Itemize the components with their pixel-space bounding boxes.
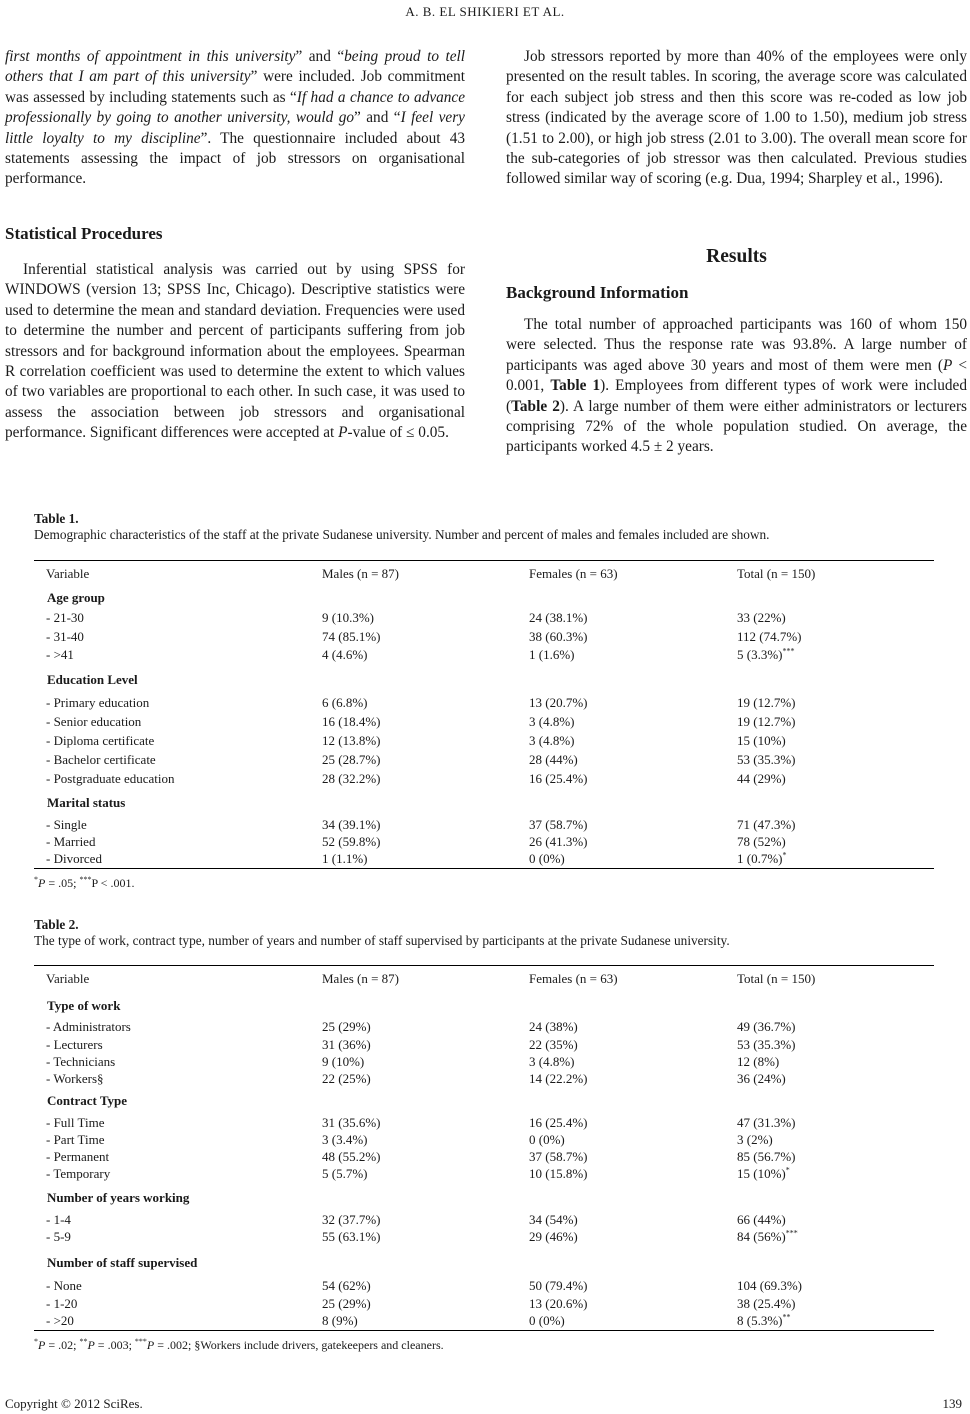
table-header-cell: Variable	[46, 971, 90, 986]
table-header-cell: Females (n = 63)	[529, 566, 618, 581]
table-cell: 10 (15.8%)	[529, 1166, 588, 1181]
table2-top-rule	[34, 965, 934, 966]
table-cell: 49 (36.7%)	[737, 1019, 796, 1034]
table-cell: 34 (39.1%)	[322, 817, 381, 832]
table-cell: - None	[46, 1278, 82, 1293]
table-cell: 12 (13.8%)	[322, 733, 381, 748]
table1-title: Table 1.	[34, 511, 79, 526]
table-cell: 8 (9%)	[322, 1313, 358, 1328]
running-header: A. B. EL SHIKIERI ET AL.	[405, 4, 565, 19]
table-cell: 24 (38%)	[529, 1019, 578, 1034]
table-header-cell: Total (n = 150)	[737, 566, 816, 581]
table-cell: - Married	[46, 834, 96, 849]
table2-bottom-rule	[34, 1330, 934, 1331]
table-cell: 66 (44%)	[737, 1212, 786, 1227]
background-information-heading: Background Information	[506, 283, 689, 302]
table1-top-rule	[34, 560, 934, 561]
table-cell: 1 (1.6%)	[529, 647, 575, 662]
table-cell: 8 (5.3%)**	[737, 1312, 791, 1328]
table1-caption	[34, 511, 934, 543]
table-cell: 32 (37.7%)	[322, 1212, 381, 1227]
table2-title: Table 2.	[34, 917, 79, 932]
table-cell: 16 (18.4%)	[322, 714, 381, 729]
table1-description: Demographic characteristics of the staff at the private Sudanese university. Number and percent of males and females included are shown.	[34, 527, 770, 542]
table-cell: - Primary education	[46, 695, 150, 710]
table-cell: 9 (10.3%)	[322, 610, 374, 625]
table-cell: - Bachelor certificate	[46, 752, 156, 767]
table-cell: 54 (62%)	[322, 1278, 371, 1293]
table-cell: 31 (35.6%)	[322, 1115, 381, 1130]
table-cell: 38 (60.3%)	[529, 629, 588, 644]
table-cell: 74 (85.1%)	[322, 629, 381, 644]
table-cell: - 1-20	[46, 1296, 78, 1311]
table-cell: 3 (2%)	[737, 1132, 773, 1147]
table-cell: 24 (38.1%)	[529, 610, 588, 625]
table-header-cell: Variable	[46, 566, 90, 581]
table-cell: 28 (44%)	[529, 752, 578, 767]
table-cell: 16 (25.4%)	[529, 1115, 588, 1130]
table-cell: - 1-4	[46, 1212, 71, 1227]
table-cell: - Workers§	[46, 1071, 104, 1086]
table-cell: - Part Time	[46, 1132, 105, 1147]
table-cell: 78 (52%)	[737, 834, 786, 849]
table-cell: 28 (32.2%)	[322, 771, 381, 786]
table-cell: 50 (79.4%)	[529, 1278, 588, 1293]
statistical-procedures-paragraph: Inferential statistical analysis was carried out by using SPSS for WINDOWS (version 13; SPSS Inc, Chicago). Descriptive statistics were used to determine the mean and standard deviation. Frequencies were used to determine the number and percent of participants suffering from job stressors and for background information about the employees. Spearman R correlation coefficient was used to determine the extent to which values of two variables are proportional to each other. In such case, it was used to assess the association between job stressors and organisational performance. Significant differences were accepted at P-value of ≤ 0.05.	[5, 261, 465, 442]
table-cell: 53 (35.3%)	[737, 752, 796, 767]
table-header-cell: Males (n = 87)	[322, 566, 400, 581]
background-information-paragraph: The total number of approached participants was 160 of whom 150 were selected. Thus the response rate was 93.8%. A large number of participants was aged above 30 years and most of them were men (P < 0.001, Table 1). Employees from different types of work were included (Table 2). A large number of them were either administrators or lecturers comprising 72% of the whole population studied. On average, the participants worked 4.5 ± 2 years.	[506, 316, 967, 456]
table-cell: 3 (4.8%)	[529, 733, 575, 748]
table-cell: - Single	[46, 817, 87, 832]
table-cell: 48 (55.2%)	[322, 1149, 381, 1164]
left-paragraph-continuation: first months of appointment in this university” and “being proud to tell others that I am part of this university” were included. Job commitment was assessed by including statements such as “If had a chance to advance professionally by going to another university, would go” and “I feel very little loyalty to my discipline”. The questionnaire included about 43 statements assessing the impact of job stressors on organisational performance.	[5, 48, 466, 188]
table-cell: 37 (58.7%)	[529, 817, 588, 832]
table1-footnote: *P = .05; ***P < .001.	[34, 875, 135, 890]
table1-bottom-rule	[34, 868, 934, 869]
table2-description: The type of work, contract type, number of years and number of staff supervised by participants at the private Sudanese university.	[34, 933, 730, 948]
table-cell: 53 (35.3%)	[737, 1037, 796, 1052]
table-cell: - Senior education	[46, 714, 142, 729]
table-cell: 112 (74.7%)	[737, 629, 802, 644]
table-cell: 9 (10%)	[322, 1054, 365, 1069]
table-cell: 29 (46%)	[529, 1229, 578, 1244]
table-cell: - 5-9	[46, 1229, 71, 1244]
table2-footnote: *P = .02; **P = .003; ***P = .002; §Workers include drivers, gatekeepers and cleaners.	[34, 1337, 444, 1352]
results-heading: Results	[706, 246, 767, 267]
table-cell: - Divorced	[46, 851, 102, 866]
table-cell: 5 (5.7%)	[322, 1166, 368, 1181]
table-cell: 0 (0%)	[529, 1313, 565, 1328]
table-cell: 1 (0.7%)*	[737, 850, 787, 866]
table-cell: 22 (35%)	[529, 1037, 578, 1052]
table2-caption	[34, 917, 934, 949]
table-cell: 15 (10%)	[737, 733, 786, 748]
table-cell: 38 (25.4%)	[737, 1296, 796, 1311]
table-section-label: Age group	[47, 590, 105, 605]
table-cell: 14 (22.2%)	[529, 1071, 588, 1086]
table-cell: 34 (54%)	[529, 1212, 578, 1227]
table-cell: 19 (12.7%)	[737, 695, 796, 710]
table-cell: - Technicians	[46, 1054, 116, 1069]
right-column-paragraph: Job stressors reported by more than 40% of the employees were only presented on the result tables. In scoring, the average score was calculated for each subject job stress and then this score was re-coded as low job stress (indicated by the average score of 1.00 to 1.50), medium job stress (1.51 to 2.00), or high job stress (2.01 to 3.00). The overall mean score for the sub-categories of job stressor was then calculated. Previous studies followed similar way of scoring (e.g. Dua, 1994; Sharpley et al., 1996).	[506, 48, 967, 188]
section-heading-statistical-procedures: Statistical Procedures	[5, 224, 163, 243]
table-cell: 0 (0%)	[529, 1132, 565, 1147]
table-cell: 44 (29%)	[737, 771, 786, 786]
table-cell: 16 (25.4%)	[529, 771, 588, 786]
table-section-label: Marital status	[47, 795, 126, 810]
table-cell: - >41	[46, 647, 74, 662]
table-cell: 31 (36%)	[322, 1037, 371, 1052]
table-cell: 6 (6.8%)	[322, 695, 368, 710]
table-cell: 22 (25%)	[322, 1071, 371, 1086]
table-cell: 13 (20.6%)	[529, 1296, 588, 1311]
table-section-label: Contract Type	[47, 1093, 128, 1108]
table-cell: - Permanent	[46, 1149, 110, 1164]
table-cell: 84 (56%)***	[737, 1228, 798, 1244]
table-header-cell: Total (n = 150)	[737, 971, 816, 986]
table-cell: 55 (63.1%)	[322, 1229, 381, 1244]
table-cell: 15 (10%)*	[737, 1165, 790, 1181]
table-cell: - 31-40	[46, 629, 84, 644]
table-cell: 25 (28.7%)	[322, 752, 381, 767]
table-cell: 1 (1.1%)	[322, 851, 368, 866]
table-cell: 71 (47.3%)	[737, 817, 796, 832]
table-cell: 47 (31.3%)	[737, 1115, 796, 1130]
table-cell: - Temporary	[46, 1166, 111, 1181]
table-cell: 4 (4.6%)	[322, 647, 368, 662]
table-section-label: Number of years working	[47, 1190, 190, 1205]
table-cell: - >20	[46, 1313, 74, 1328]
table-cell: - Administrators	[46, 1019, 131, 1034]
table-cell: 0 (0%)	[529, 851, 565, 866]
table-section-label: Type of work	[47, 998, 121, 1013]
table-cell: 3 (4.8%)	[529, 1054, 575, 1069]
table-cell: 5 (3.3%)***	[737, 646, 795, 662]
table-cell: - Diploma certificate	[46, 733, 155, 748]
table-cell: 36 (24%)	[737, 1071, 786, 1086]
table-cell: 26 (41.3%)	[529, 834, 588, 849]
table-header-cell: Females (n = 63)	[529, 971, 618, 986]
table-cell: - Full Time	[46, 1115, 105, 1130]
table-cell: 37 (58.7%)	[529, 1149, 588, 1164]
table-cell: 104 (69.3%)	[737, 1278, 802, 1293]
table-cell: - Postgraduate education	[46, 771, 175, 786]
table-cell: - Lecturers	[46, 1037, 103, 1052]
table-cell: 3 (4.8%)	[529, 714, 575, 729]
left-column	[5, 47, 465, 190]
copyright-footer: Copyright © 2012 SciRes.	[5, 1396, 143, 1411]
table-section-label: Number of staff supervised	[47, 1255, 198, 1270]
table-cell: 13 (20.7%)	[529, 695, 588, 710]
table-header-cell: Males (n = 87)	[322, 971, 400, 986]
table-section-label: Education Level	[47, 672, 138, 687]
table-cell: 19 (12.7%)	[737, 714, 796, 729]
table-cell: 33 (22%)	[737, 610, 786, 625]
page-number: 139	[942, 1396, 962, 1411]
table-cell: 85 (56.7%)	[737, 1149, 796, 1164]
table-cell: 52 (59.8%)	[322, 834, 381, 849]
table-cell: - 21-30	[46, 610, 84, 625]
table-cell: 12 (8%)	[737, 1054, 780, 1069]
table-cell: 25 (29%)	[322, 1019, 371, 1034]
table-cell: 3 (3.4%)	[322, 1132, 368, 1147]
table-cell: 25 (29%)	[322, 1296, 371, 1311]
